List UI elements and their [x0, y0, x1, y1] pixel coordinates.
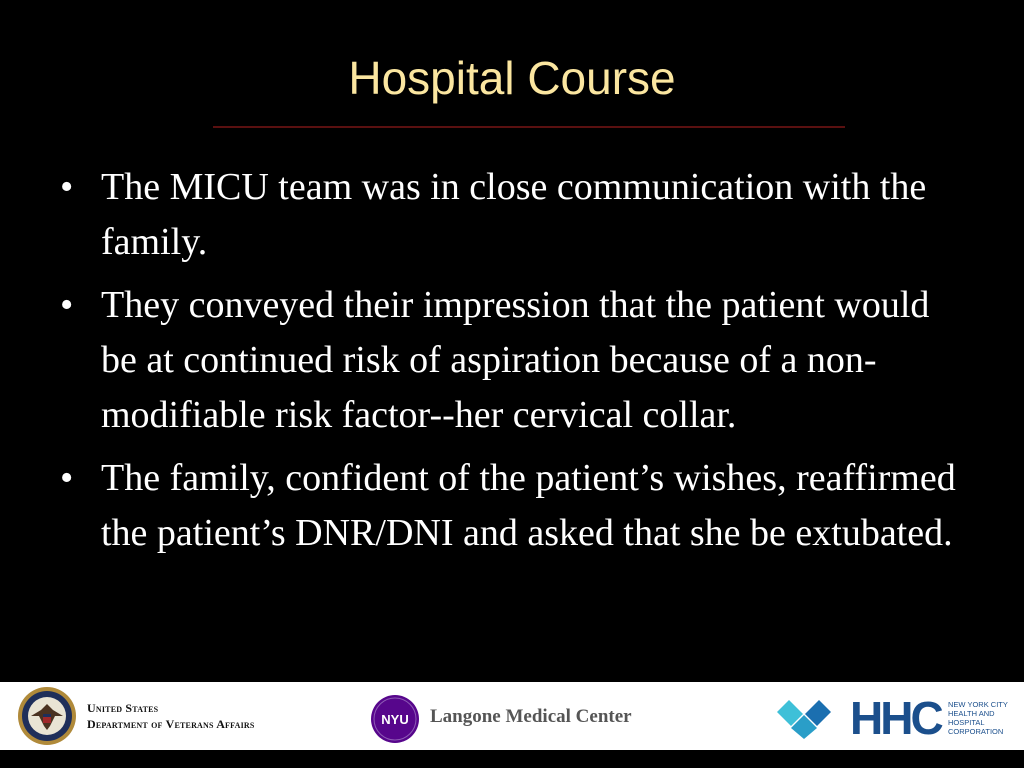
bullet-item [60, 278, 970, 443]
hhc-name [948, 700, 1018, 736]
bullet-list [60, 160, 970, 569]
nyu-logo [370, 694, 420, 744]
hhc-name-line: HEALTH AND [948, 709, 995, 718]
footer-bottom-band [0, 750, 1024, 768]
va-name [87, 700, 255, 732]
heart-icon [773, 696, 835, 740]
bullet-item [60, 160, 970, 270]
va-name-line1: United States [87, 701, 159, 715]
bullet-glyph: • [60, 457, 74, 499]
nyu-badge-text: NYU [381, 712, 409, 727]
bullet-text: The family, confident of the patient’s wishes, reaffirmed the patient’s DNR/DNI and asked that she be extubated. [101, 457, 956, 554]
bullet-item [60, 451, 970, 561]
bullet-glyph: • [60, 284, 74, 326]
langone-name: Langone Medical Center [430, 706, 632, 727]
bullet-glyph: • [60, 166, 74, 208]
bullet-text: The MICU team was in close communication with the family. [101, 166, 927, 263]
hhc-name-line: NEW YORK CITY [948, 700, 1008, 709]
hhc-name-line: HOSPITAL [948, 718, 985, 727]
hhc-logo-text: HHC [850, 696, 941, 740]
hhc-logo [850, 696, 946, 740]
slide-title: Hospital Course [348, 52, 676, 104]
va-name-line2: Department of Veterans Affairs [87, 717, 255, 731]
title-divider [213, 126, 845, 128]
bullet-text: They conveyed their impression that the patient would be at continued risk of aspiration because of a non-modifiable risk factor--her cervical collar. [101, 284, 930, 436]
hhc-name-line: CORPORATION [948, 727, 1004, 736]
va-seal-logo [17, 686, 77, 746]
footer-logo-bar [0, 682, 1024, 750]
